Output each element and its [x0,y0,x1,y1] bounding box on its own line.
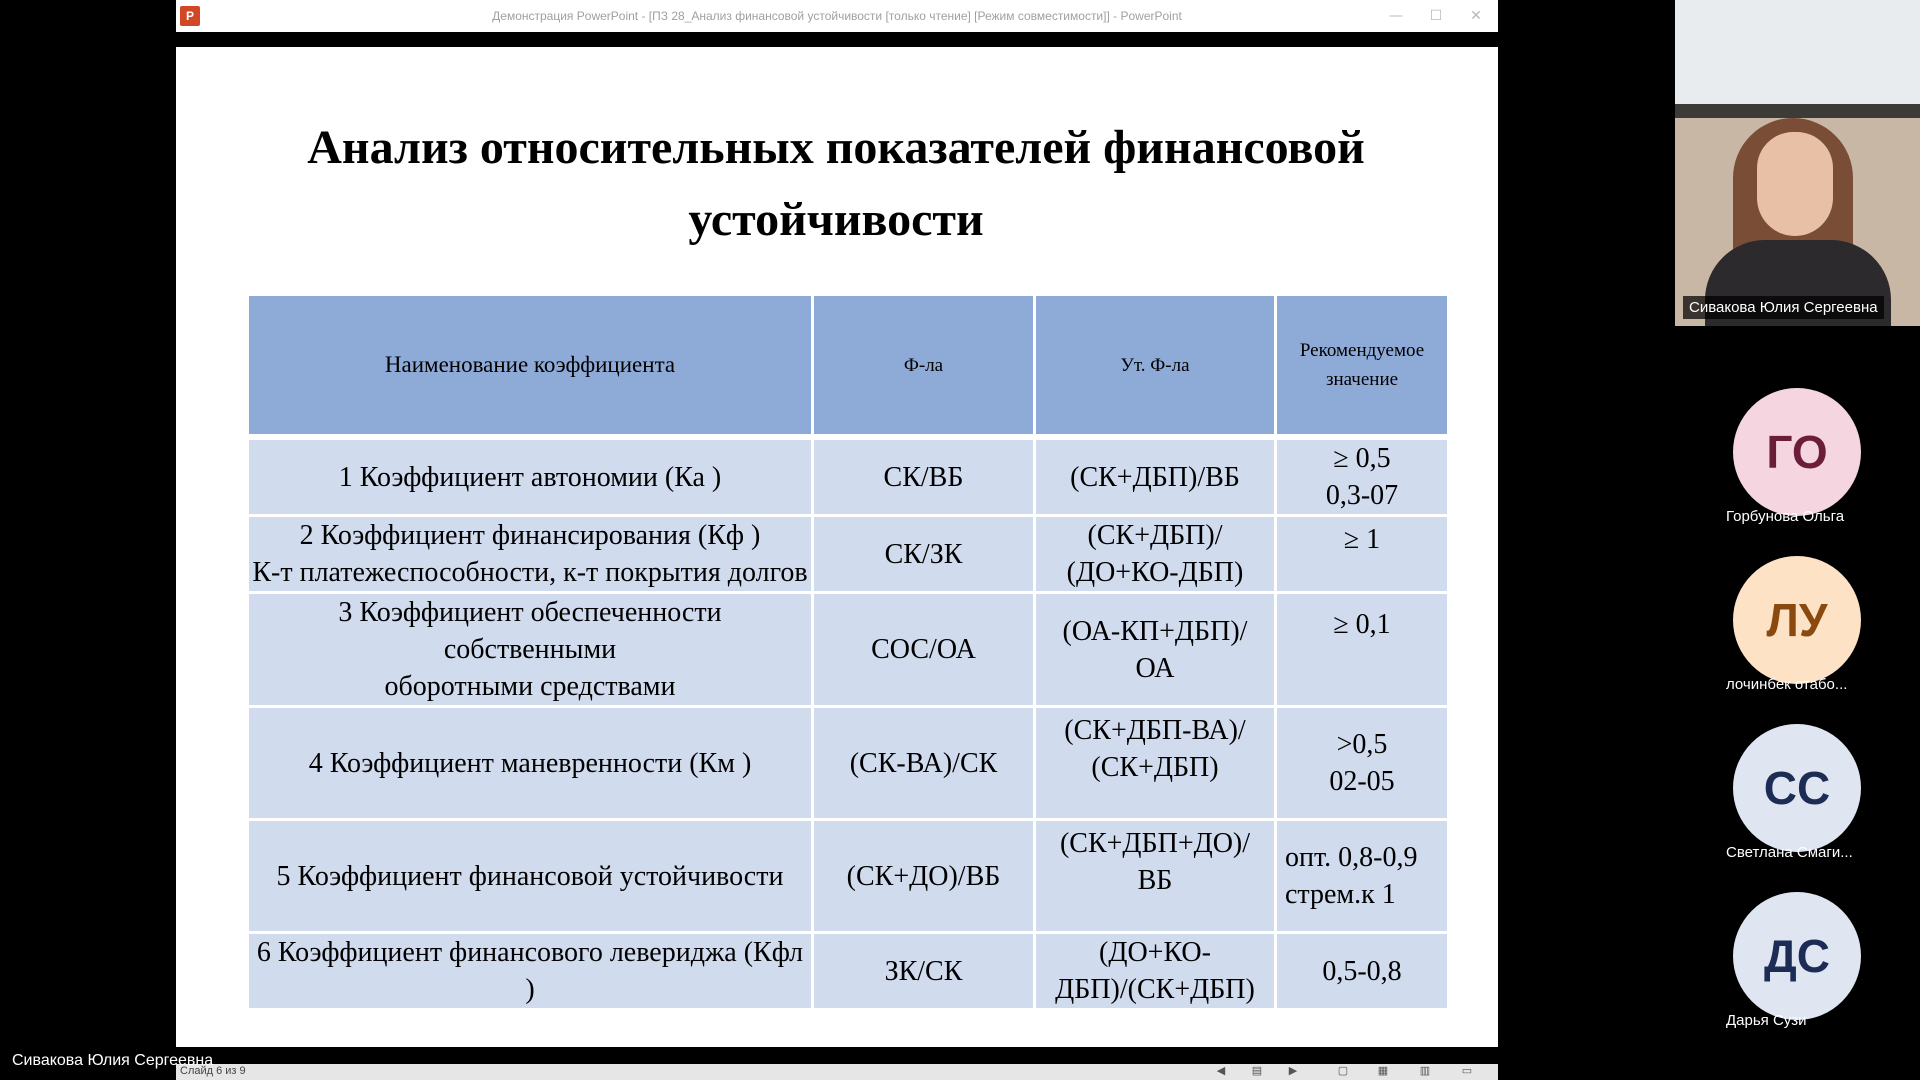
participant-tile[interactable] [1674,556,1920,716]
table-row [249,434,1447,514]
participant-tile[interactable] [1674,724,1920,884]
maximize-button[interactable]: ☐ [1429,8,1443,24]
cell-formula: (СК-ВА)/СК [814,705,1036,818]
cell-text: (ОА-КП+ДБП)/ [1062,615,1248,647]
participant-name: Горбунова Ольга [1726,508,1845,525]
cell-refined [1036,434,1277,514]
cell-refined [1036,818,1277,931]
cell-name [249,434,814,514]
cell-text: 4 Коэффициент маневренности (Км ) [308,747,752,779]
powerpoint-app-icon: P [180,6,200,26]
reading-view-icon[interactable]: ▥ [1419,1065,1431,1077]
cell-text: 5 Коэффициент финансовой устойчивости [276,860,784,892]
cell-text: ВБ [1137,865,1173,896]
cell-text: ≥ 0,5 [1333,443,1391,474]
table-row [249,931,1447,1008]
cell-name [249,514,814,591]
header-recommended [1277,296,1447,434]
slide-title-line-1: Анализ относительных показателей финансовой [307,121,1365,174]
slide-title [236,112,1436,256]
cell-formula: СОС/ОА [814,591,1036,705]
cell-text: (СК+ДБП-ВА)/ [1064,715,1246,746]
table-row [249,591,1447,705]
avatar: ЛУ [1733,556,1861,684]
next-icon[interactable]: ▶ [1288,1065,1298,1077]
cell-text: 02-05 [1329,766,1395,797]
cell-recommended [1277,434,1447,514]
cell-text: (ДО+КО-ДБП) [1066,557,1244,588]
minimize-button[interactable]: — [1389,8,1403,24]
cell-formula: СК/ВБ [814,434,1036,514]
participant-name: лочинбек отабо... [1726,676,1848,693]
avatar: ГО [1733,388,1861,516]
slide[interactable] [176,47,1498,1047]
coefficients-table [249,296,1447,1008]
status-bar [176,1064,1498,1080]
screen-share-owner-label: Сивакова Юлия Сергеевна [12,1052,214,1069]
cell-text: 3 Коэффициент обеспеченности собственными [338,597,722,665]
cell-text: стрем.к 1 [1285,879,1396,910]
powerpoint-window [176,0,1498,1080]
participant-tile[interactable] [1674,892,1920,1052]
header-refined-formula: Ут. Ф-ла [1036,296,1277,434]
notes-icon[interactable]: ▤ [1251,1065,1263,1077]
header-recommended-line-1: Рекомендуемое [1299,340,1425,361]
cell-recommended [1277,514,1447,591]
cell-formula: ЗК/СК [814,931,1036,1008]
participant-name: Дарья Сузи [1726,1012,1807,1029]
cell-text: (СК+ДБП) [1091,752,1219,783]
cell-text: ≥ 0,1 [1333,609,1391,640]
slideshow-icon[interactable]: ▭ [1461,1065,1473,1077]
table-header-row [249,296,1447,434]
slide-sorter-icon[interactable]: ▦ [1377,1065,1389,1077]
cell-text: 1 Коэффициент автономии (Ка ) [338,461,722,493]
cell-refined [1036,931,1277,1008]
cell-text: ≥ 1 [1343,524,1381,555]
cell-recommended [1277,818,1447,931]
title-bar [176,0,1498,32]
cell-recommended [1277,705,1447,818]
cell-name [249,818,814,931]
cell-text: (ДО+КО- [1099,937,1211,968]
window-title: Демонстрация PowerPoint - [ПЗ 28_Анализ финансовой устойчивости [только чтение] [Режим совместимости]] - PowerPoint [492,9,1182,23]
slide-counter: Слайд 6 из 9 [180,1065,246,1077]
table-row [249,705,1447,818]
cell-formula: СК/ЗК [814,514,1036,591]
participant-name: Светлана Смаги... [1726,844,1853,861]
header-formula: Ф-ла [814,296,1036,434]
cell-text: оборотными средствами [384,671,676,702]
cell-refined [1036,514,1277,591]
header-name: Наименование коэффициента [249,296,814,434]
cell-name [249,931,814,1008]
cell-text: 2 Коэффициент финансирования (Кф ) [299,520,761,551]
video-background [1675,0,1920,118]
cell-text: опт. 0,8-0,9 [1285,842,1418,873]
slide-title-line-2: устойчивости [688,193,984,246]
cell-text: ОА [1135,652,1175,684]
cell-text: (СК+ДБП)/ВБ [1070,461,1240,493]
cell-text: (СК+ДБП+ДО)/ [1059,828,1251,859]
presenter-face [1757,132,1833,236]
cell-text: К-т платежеспособности, к-т покрытия долгов [252,557,808,588]
cell-refined [1036,705,1277,818]
cell-recommended: 0,5-0,8 [1277,931,1447,1008]
cell-refined [1036,591,1277,705]
avatar: СС [1733,724,1861,852]
presenter-video[interactable] [1675,0,1920,326]
close-button[interactable]: ✕ [1470,8,1482,24]
cell-name [249,705,814,818]
comments-icon[interactable]: ▢ [1337,1065,1349,1077]
cell-text: 6 Коэффициент финансового левериджа (Кфл ) [256,937,804,1005]
avatar: ДС [1733,892,1861,1020]
table-row [249,818,1447,931]
header-recommended-line-2: значение [1325,369,1399,390]
cell-text: ДБП)/(СК+ДБП) [1055,974,1255,1005]
cell-recommended [1277,591,1447,705]
cell-text: 0,3-07 [1325,480,1399,511]
cell-formula: (СК+ДО)/ВБ [814,818,1036,931]
previous-icon[interactable]: ◀ [1216,1065,1226,1077]
table-row [249,514,1447,591]
cell-text: >0,5 [1336,729,1388,760]
cell-name [249,591,814,705]
presenter-name-label: Сивакова Юлия Сергеевна [1683,296,1884,319]
video-board-edge [1675,104,1920,118]
cell-text: (СК+ДБП)/ [1087,520,1223,551]
participants-panel [1674,0,1920,1080]
participant-tile[interactable] [1674,388,1920,548]
